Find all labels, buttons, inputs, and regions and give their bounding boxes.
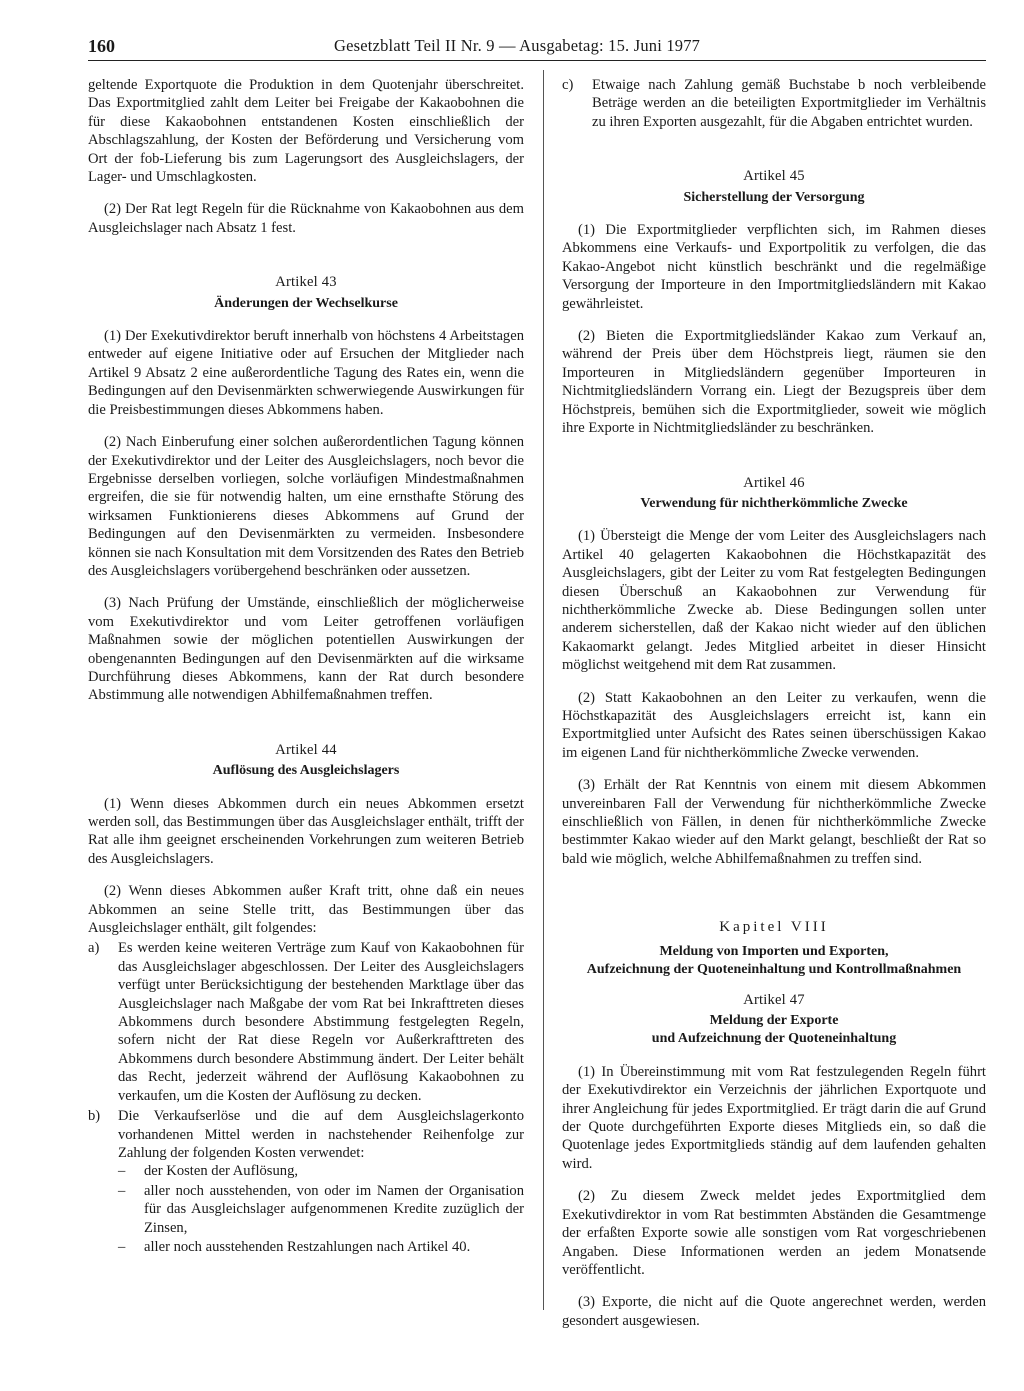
- article-title-line: Meldung der Exporte: [709, 1013, 839, 1029]
- paragraph: (2) Bieten die Exportmitgliedsländer Kakao zum Verkauf an, während der Preis über dem Höchstpreis liegt, räumen sie den Importeuren in Mitgliedsländern gegenüber Importeuren in Nichtmitgliedsländern Vorrang ein. Liegt der Bezugspreis über dem Höchstpreis, bemühen sich die Exportmitglieder, soweit wie möglich ihre Exporte in Nichtmitgliedsländer zu beschränken.: [562, 328, 986, 437]
- lettered-list: [562, 76, 986, 131]
- list-item-text: Es werden keine weiteren Verträge zum Kauf von Kakaobohnen für das Ausgleichslager abgeschlossen. Der Leiter des Ausgleichslagers verfügt unter Berücksichtigung der bestehenden Marktlage über das Ausgleichslager nach Maßgabe der vom Rat bei Inkrafttreten dieses Abkommens durch besondere Abstimmung festgelegten Regeln, sofern nicht der Rat diese Regeln vor Außerkrafttreten des Abkommens durch besondere Abstimmung ändert. Der Leiter behält das Recht, jederzeit während der Auflösung Kakaobohnen zu verkaufen, um die Kosten der Auflösung zu decken.: [118, 940, 524, 1104]
- article-title: Auflösung des Ausgleichslagers: [212, 763, 400, 779]
- article-number: Artikel 44: [275, 741, 337, 758]
- running-title: Gesetzblatt Teil II Nr. 9 — Ausgabetag: 15. Juni 1977: [334, 36, 701, 55]
- list-item-text: Etwaige nach Zahlung gemäß Buchstabe b noch verbleibende Beträge werden an die beteiligten Exportmitglieder im Verhältnis zu ihren Exporten ausgezahlt, für die Abgaben entrichtet wurden.: [592, 77, 986, 130]
- paragraph: (2) Wenn dieses Abkommen außer Kraft tritt, ohne daß ein neues Abkommen an seine Stelle tritt, das Bestimmungen über das Ausgleichslager enthält, gilt folgendes:: [88, 883, 524, 937]
- paragraph: (1) Wenn dieses Abkommen durch ein neues Abkommen ersetzt werden soll, das Bestimmungen über das Ausgleichslager enthält, trifft der Rat alle ihm geeignet erscheinenden Vorkehrungen zum weiteren Betrieb des Ausgleichslagers.: [88, 795, 524, 867]
- paragraph: (1) Die Exportmitglieder verpflichten sich, im Rahmen dieses Abkommens eine Verkaufs- und Exportpolitik zu verfolgen, die das Kakao-Angebot nicht künstlich beschränkt und die regelmäßige Versorgung der Importeure in den Importmitgliedsländern mit Kakao gewährleistet.: [562, 222, 986, 312]
- left-column: [88, 76, 524, 1262]
- dashed-list: [118, 1162, 524, 1256]
- lettered-list: [88, 939, 524, 1256]
- list-item: – der Kosten der Auflösung,: [118, 1162, 524, 1180]
- paragraph: (2) Statt Kakaobohnen an den Leiter zu verkaufen, wenn die Höchstkapazität des Ausgleichslagers erreicht ist, kann ein Exportmitglied unter Aufsicht des Rates seinen überschüssigen Kakao im eigenen Land für nichtherkömmliche Zwecke verwenden.: [562, 689, 986, 761]
- article-number: Artikel 46: [743, 474, 805, 491]
- paragraph: (2) Der Rat legt Regeln für die Rücknahme von Kakaobohnen aus dem Ausgleichslager nach Absatz 1 fest.: [88, 201, 524, 236]
- article-number: Artikel 47: [743, 991, 805, 1008]
- paragraph: (1) In Übereinstimmung mit vom Rat festzulegenden Regeln führt der Exekutivdirektor ein Verzeichnis der jährlichen Exportquote und ihrer Angleichung für jedes Exportmitglied. Er trägt darin die auf Grund der Quote durchgeführten Exporte dieses Mitglieds ein, so daß die Quotenlage jedes Exportmitglieds ständig auf dem laufenden gehalten wird.: [562, 1063, 986, 1172]
- article-title: Änderungen der Wechselkurse: [214, 295, 398, 311]
- list-item: [88, 939, 524, 1105]
- list-label: b): [88, 1108, 101, 1125]
- paragraph: (2) Nach Einberufung einer solchen außerordentlichen Tagung können der Exekutivdirektor und der Leiter des Ausgleichslagers, noch bevor die Ergebnisse derselben vorliegen, solche vorläufigen Mindestmaßnahmen ergreifen, die sie für notwendig halten, um eine ernsthafte Störung des wirksamen Funktionierens dieses Abkommens auf Grund der Bedingungen auf den Devisenmärkten zu vermeiden. Insbesondere können sie nach Konsultation mit dem Vorsitzenden des Rates den Betrieb des Ausgleichslagers vorübergehend beschränken oder aussetzen.: [88, 434, 524, 579]
- list-item: [88, 1107, 524, 1256]
- paragraph: (1) Der Exekutivdirektor beruft innerhalb von höchstens 4 Arbeitstagen entweder auf eigene Initiative oder auf Ersuchen der Mitglieder nach Artikel 9 Absatz 2 eine außerordentliche Tagung des Rates ein, wenn die Bedingungen auf den Devisenmärkten schwerwiegende Auswirkungen für die Preisbestimmungen dieses Abkommens haben.: [88, 328, 524, 418]
- list-item: – aller noch ausstehenden Restzahlungen nach Artikel 40.: [118, 1238, 524, 1256]
- chapter-title-line: Meldung von Importen und Exporten,: [659, 943, 889, 959]
- chapter-number: Kapitel VIII: [719, 919, 829, 936]
- page-header: [88, 34, 986, 61]
- right-column: [562, 76, 986, 1344]
- list-item: [562, 76, 986, 131]
- paragraph: geltende Exportquote die Produktion in dem Quotenjahr überschreitet. Das Exportmitglied zahlt dem Leiter bei Freigabe der Kakaobohnen die für diese Kakaobohnen entstandenen Kosten einschließlich der Abschlagszahlung, der Kosten der Beförderung und Versicherung vom Ort der fob-Lieferung bis zum Lagerungsort des Ausgleichslagers, der Lager- und Umschlagkosten.: [88, 77, 524, 186]
- paragraph: (1) Übersteigt die Menge der vom Leiter des Ausgleichslagers nach Artikel 40 gelagerten Kakaobohnen die Höchstkapazität des Ausgleichslagers, gibt der Leiter zu vom Rat festgelegten Bedingungen diesen Überschuß an Kakaobohnen zur Verwendung für nichtherkömmliche Zwecke ab. Diese Bedingungen sollen unter anderem sicherstellen, daß der Kakao nicht wieder auf den üblichen Kakaomarkt gelangt. Jedes Mitglied arbeitet in dieser Hinsicht möglichst weitgehend mit dem Rat zusammen.: [562, 528, 986, 674]
- paragraph: (2) Zu diesem Zweck meldet jedes Exportmitglied dem Exekutivdirektor in vom Rat bestimmten Abständen die Gesamtmenge der erfaßten Exporte sowie alle sonstigen vom Rat vorgeschriebenen Angaben. Diese Informationen werden an jedem Monatsende veröffentlicht.: [562, 1188, 986, 1278]
- list-label: a): [88, 940, 100, 957]
- page-number: 160: [88, 36, 115, 56]
- paragraph: (3) Nach Prüfung der Umstände, einschließlich der möglicherweise vom Exekutivdirektor und vom Leiter getroffenen vorläufigen Maßnahmen sowie der möglichen potentiellen Auswirkungen der obengenannten Bedingungen auf den Devisenmärkten auf die wirksame Durchführung dieses Abkommens, kann der Rat durch besondere Abstimmung alle notwendigen Abhilfemaßnahmen treffen.: [88, 595, 524, 704]
- paragraph: (3) Erhält der Rat Kenntnis von einem mit diesem Abkommen unvereinbaren Fall der Verwendung für nichtherkömmliche Zwecke einschließlich von Fällen, in denen für nichtherkömmliche Zwecke bestimmter Kakao wieder auf den Markt gelangt, beschließt der Rat so bald wie möglich, welche Abhilfemaßnahmen zu treffen sind.: [562, 777, 986, 867]
- list-label: c): [562, 77, 574, 93]
- article-title: [562, 1012, 986, 1049]
- list-item: – aller noch ausstehenden, von oder im Namen der Organisation für das Ausgleichslager aufgenommenen Kredite zuzüglich der Zinsen,: [118, 1182, 524, 1237]
- chapter-title: [562, 943, 986, 979]
- article-number: Artikel 43: [275, 274, 337, 291]
- article-title: Verwendung für nichtherkömmliche Zwecke: [640, 495, 908, 511]
- article-title-line: und Aufzeichnung der Quoteneinhaltung: [651, 1031, 897, 1047]
- paragraph: (3) Exporte, die nicht auf die Quote angerechnet werden, werden gesondert ausgewiesen.: [562, 1294, 986, 1329]
- column-divider: [543, 70, 544, 1310]
- chapter-title-line: Aufzeichnung der Quoteneinhaltung und Kontrollmaßnahmen: [586, 961, 962, 977]
- list-item-text: Die Verkaufserlöse und die auf dem Ausgleichslagerkonto vorhandenen Mittel werden in nachstehender Reihenfolge zur Zahlung der folgenden Kosten verwendet:: [118, 1108, 524, 1161]
- article-title: Sicherstellung der Versorgung: [683, 189, 865, 205]
- article-number: Artikel 45: [743, 168, 805, 185]
